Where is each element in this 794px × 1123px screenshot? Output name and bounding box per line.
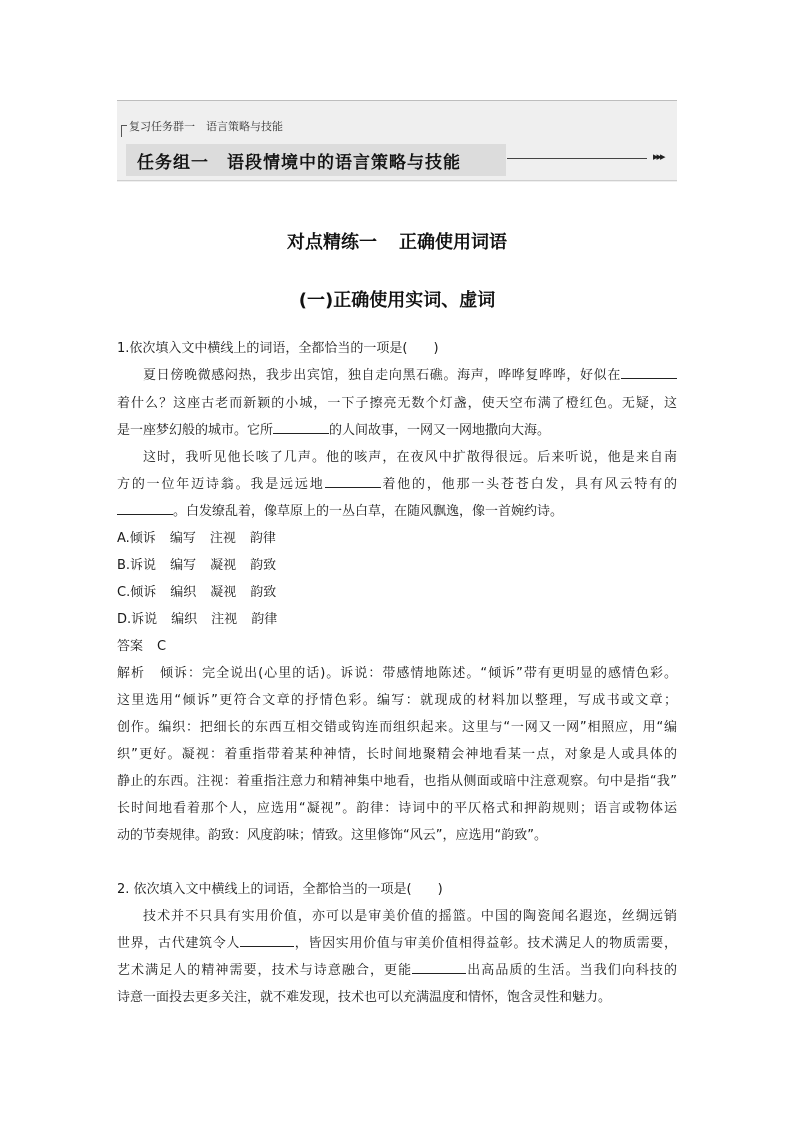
q1-analysis-line: 解析 倾诉：完全说出(心里的话)。诉说：带感情地陈述。“倾诉”带有更明显的感情色彩。	[117, 666, 677, 681]
q1-analysis-line: 这里选用“倾诉”更符合文章的抒情色彩。编写：就现成的材料加以整理，写成书或文章；	[117, 693, 677, 708]
answer-blank	[412, 961, 466, 974]
q1-stem: 1.依次填入文中横线上的词语，全都恰当的一项是( )	[117, 341, 439, 356]
section-title	[0, 228, 794, 254]
q1-analysis-line: 创作。编织：把细长的东西互相交错或钩连而组织起来。这里与“一网又一网”相照应，用“编	[117, 720, 677, 735]
banner-bracket-vertical	[121, 125, 122, 137]
q1-option: C.倾诉 编织 凝视 韵致	[117, 585, 277, 600]
q2-stem: 2. 依次填入文中横线上的词语，全都恰当的一项是( )	[117, 882, 443, 897]
q1-option: A.倾诉 编写 注视 韵律	[117, 531, 276, 546]
q1-passage-line: 。白发缭乱着，像草原上的一丛白草，在随风飘逸，像一首婉约诗。	[117, 500, 677, 519]
banner-bracket-horizontal	[121, 125, 127, 126]
subsection-title: (一)正确使用实词、虚词	[298, 290, 496, 311]
group-label: 复习任务群一 语言策略与技能	[129, 120, 283, 133]
task-title: 任务组一 语段情境中的语言策略与技能	[137, 153, 461, 173]
answer-blank	[240, 934, 294, 947]
banner-arrow-rule	[507, 158, 647, 159]
q2-passage-line: 世界，古代建筑令人 ，皆因实用价值与审美价值相得益彰。技术满足人的物质需要，	[117, 936, 677, 951]
q1-passage-line: 夏日傍晚微感闷热，我步出宾馆，独自走向黑石礁。海声，哗哗复哗哗，好似在	[117, 364, 677, 383]
q1-analysis-line: 静止的东西。注视：着重指注意力和精神集中地看，也指从侧面或暗中注意观察。句中是指“我”	[117, 774, 677, 789]
q1-analysis-line: 织”更好。凝视：着重指带着某种神情，长时间地聚精会神地看某一点，对象是人或具体的	[117, 747, 677, 762]
q1-answer	[117, 635, 677, 654]
answer-blank	[117, 502, 173, 515]
q1-option: D.诉说 编织 注视 韵律	[117, 612, 278, 627]
analysis-label: 解析	[117, 666, 146, 681]
q1-option: B.诉说 编写 凝视 韵致	[117, 558, 277, 573]
section-title-topic: 正确使用词语	[399, 232, 507, 253]
banner-bottom-rule	[117, 180, 677, 181]
answer-label: 答案	[117, 639, 144, 654]
answer-blank	[325, 475, 381, 488]
q1-passage-line: 这时，我听见他长咳了几声。他的咳声，在夜风中扩散得很远。后来听说，他是来自南	[143, 450, 677, 465]
section-title-number: 对点精练一	[287, 232, 377, 253]
q1-passage-line: 着什么？这座古老而新颖的小城，一下子擦亮无数个灯盏，使天空布满了橙红色。无疑，这	[117, 396, 677, 411]
q1-analysis-line: 长时间地看着那个人，应选用“凝视”。韵律：诗词中的平仄格式和押韵规则；语言或物体运	[117, 801, 677, 816]
q1-analysis-line: 动的节奏规律。韵致：风度韵味；情致。这里修饰“风云”，应选用“韵致”。	[117, 828, 547, 843]
answer-blank	[621, 366, 677, 379]
answer-blank	[273, 421, 329, 434]
q1-passage-line: 方的一位年迈诗翁。我是远远地 着他的，他那一头苍苍白发，具有风云特有的	[117, 477, 677, 492]
q2-passage-line: 诗意一面投去更多关注，就不难发现，技术也可以充满温度和情怀，饱含灵性和魅力。	[117, 990, 612, 1005]
q2-passage-line: 艺术满足人的精神需要，技术与诗意融合，更能 出高品质的生活。当我们向科技的	[117, 963, 677, 978]
answer-value: C	[157, 639, 167, 654]
chapter-banner	[117, 100, 677, 182]
banner-top-rule	[117, 100, 677, 101]
q2-passage-line: 技术并不只具有实用价值，亦可以是审美价值的摇篮。中国的陶瓷闻名遐迩，丝绸远销	[143, 909, 677, 924]
q1-passage-line: 是一座梦幻般的城市。它所 的人间故事，一网又一网地撒向大海。	[117, 423, 551, 438]
triple-arrow-icon: ▸▸▸	[653, 150, 664, 163]
